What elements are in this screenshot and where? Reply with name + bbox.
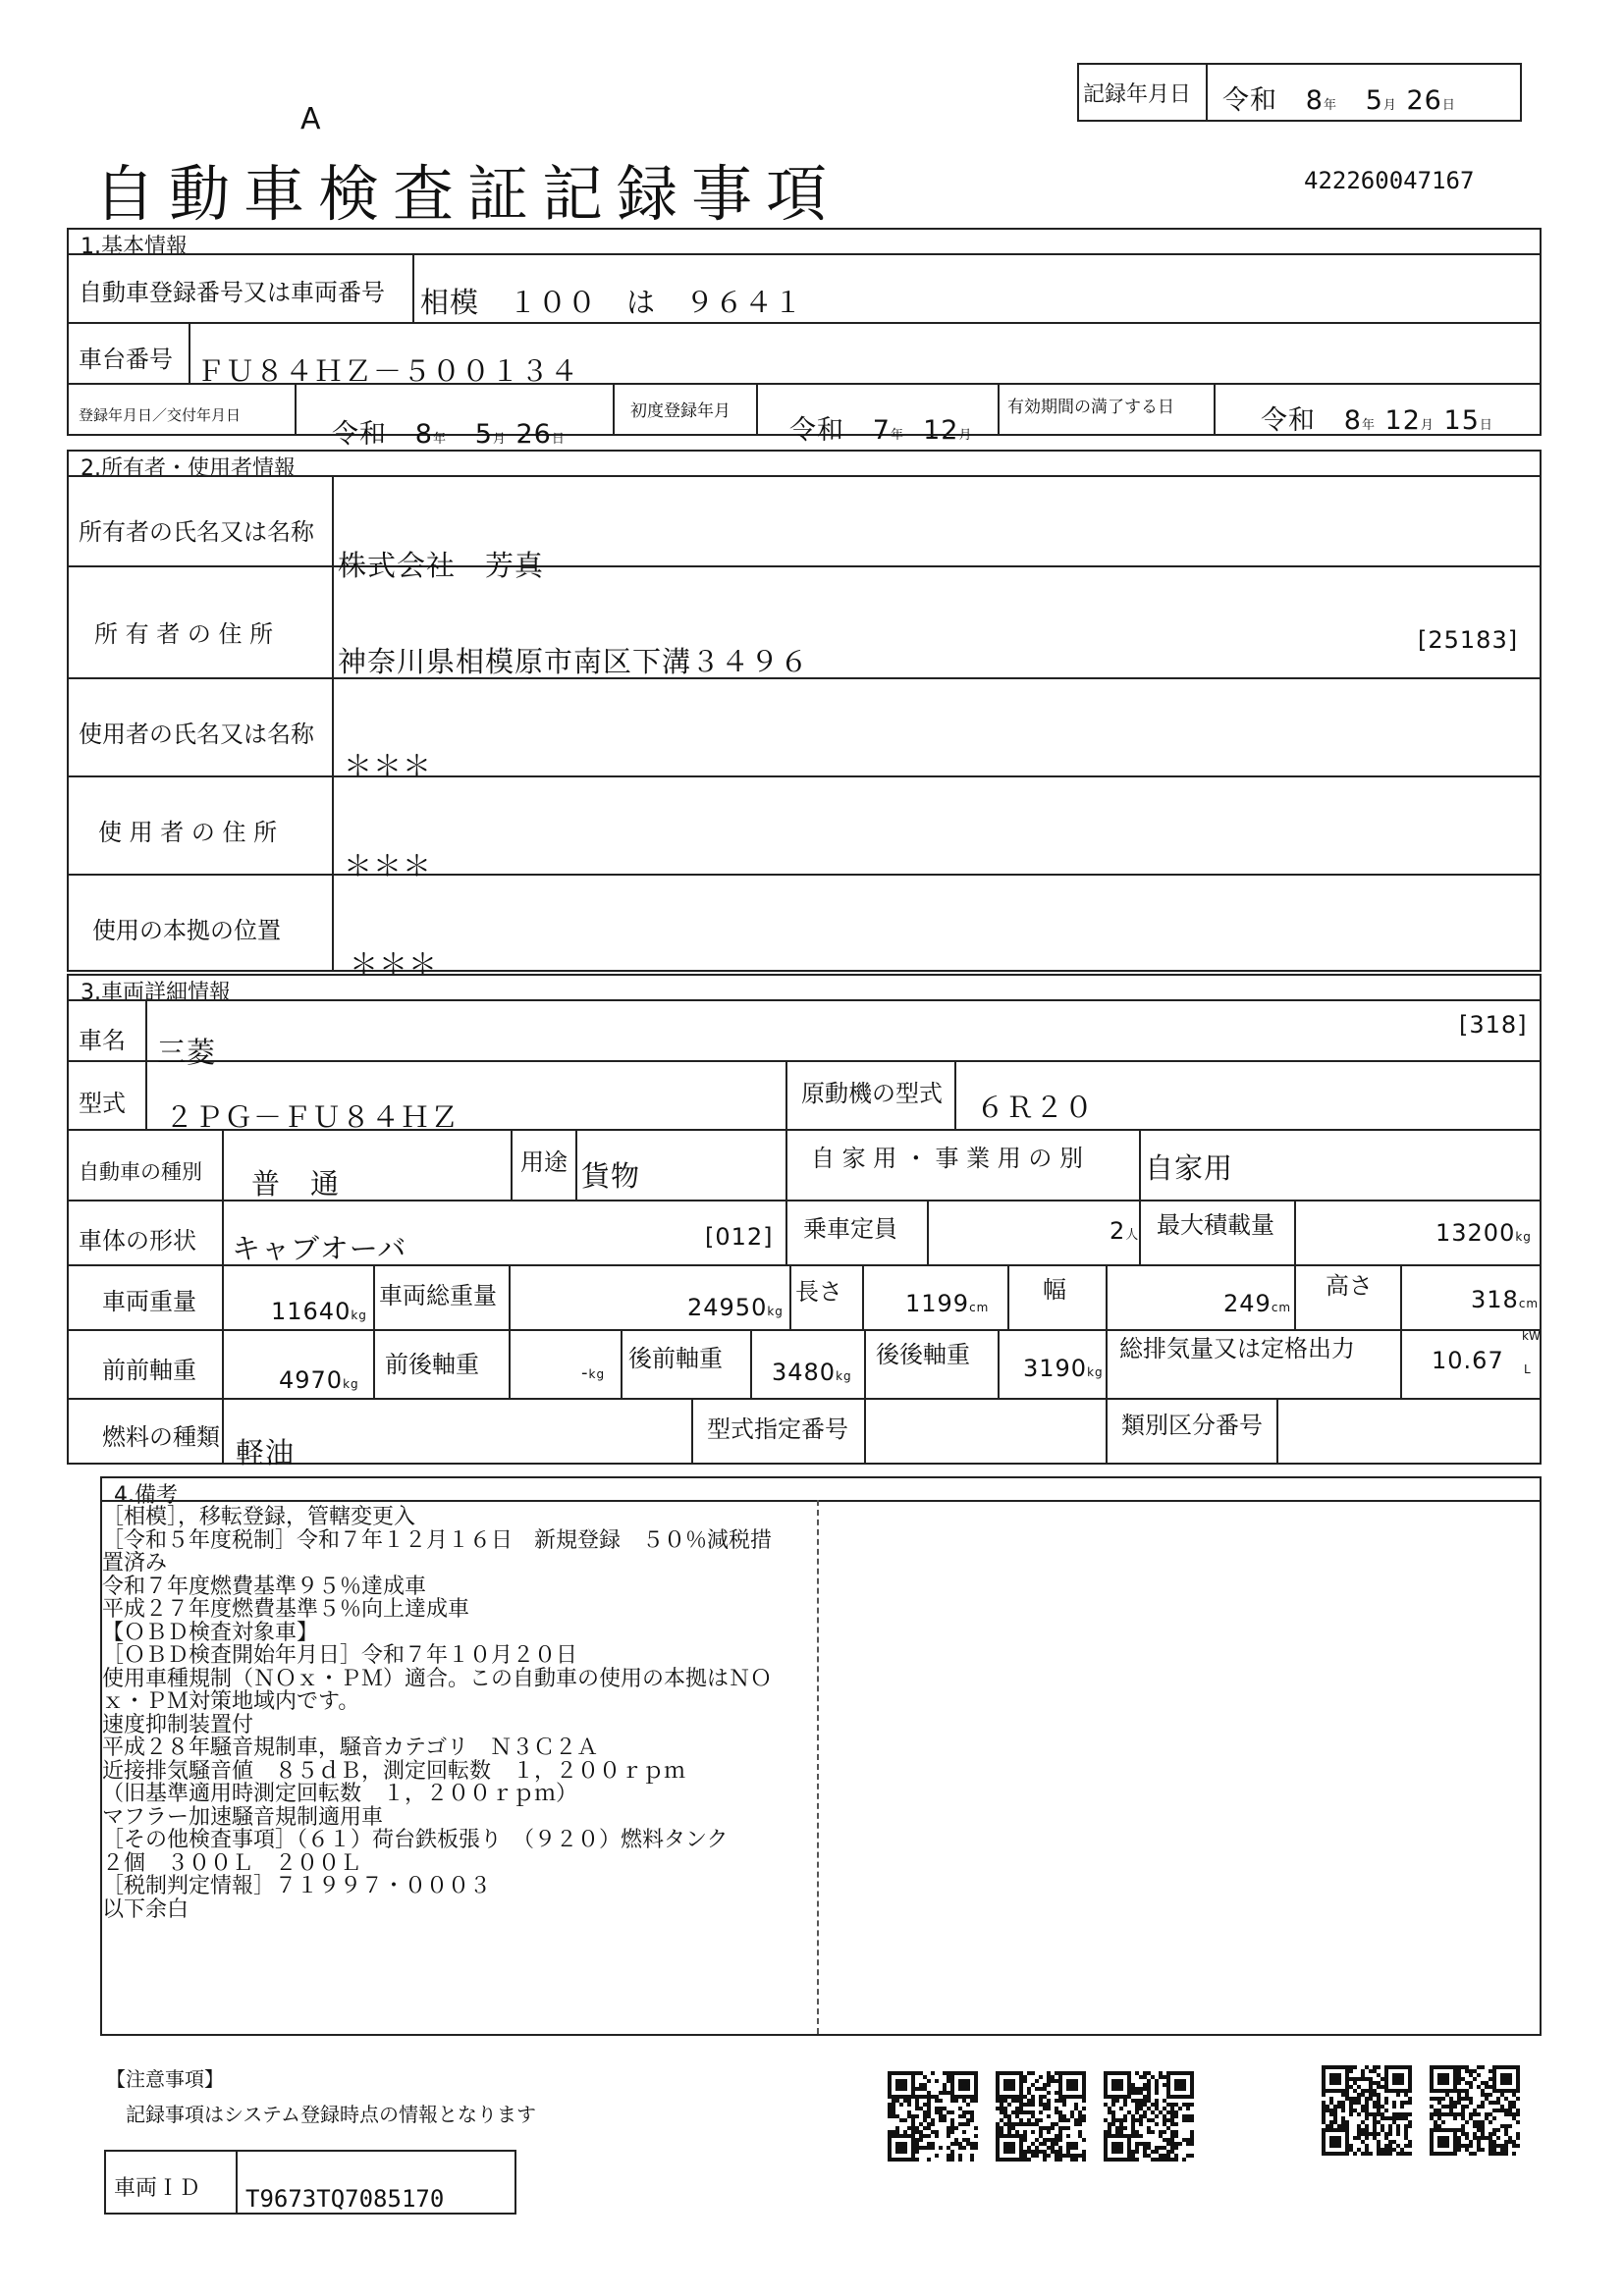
engine-model-label: 原動機の型式 <box>801 1080 943 1107</box>
owner-address: 神奈川県相模原市南区下溝３４９６ <box>338 645 810 678</box>
remark-line: ［相模］，移転登録，管轄変更入 <box>102 1505 416 1529</box>
document-number: 422260047167 <box>1304 167 1475 194</box>
rear-front-axle: 3480kg <box>772 1359 852 1386</box>
section-4-title: 4.備考 <box>114 1483 178 1508</box>
max-load: 13200kg <box>1435 1219 1532 1247</box>
vehicle-id: T9673TQ7085170 <box>245 2185 445 2213</box>
chassis-no: ＦＵ８４ＨＺ－５００１３４ <box>196 354 580 388</box>
front-rear-axle-label: 前後軸重 <box>385 1351 479 1378</box>
private-business-label: 自 家 用 ・ 事 業 用 の 別 <box>811 1145 1084 1172</box>
first-reg-label: 初度登録年月 <box>630 401 731 421</box>
fuel-type-label: 燃料の種類 <box>102 1423 220 1451</box>
length: 1199cm <box>905 1290 990 1317</box>
gross-weight: 24950kg <box>687 1294 784 1321</box>
use-label: 用途 <box>520 1148 568 1176</box>
model-label: 型式 <box>79 1090 126 1117</box>
expiry-date: 令和 8年 12月 15日 <box>1261 405 1493 436</box>
user-name: ＊＊＊ <box>344 749 433 782</box>
vehicle-weight-label: 車両重量 <box>102 1288 196 1315</box>
body-shape-code: [012] <box>705 1223 774 1251</box>
gross-weight-label: 車両総重量 <box>379 1282 497 1309</box>
remark-line: 平成２７年度燃費基準５％向上達成車 <box>102 1597 470 1622</box>
remark-line: 以下余白 <box>102 1896 189 1922</box>
user-name-label: 使用者の氏名又は名称 <box>79 721 314 748</box>
remark-line: マフラー加速騒音規制適用車 <box>102 1804 384 1830</box>
width-label: 幅 <box>1043 1276 1066 1304</box>
height-label: 高さ <box>1326 1272 1373 1300</box>
remark-line: 速度抑制装置付 <box>102 1712 254 1737</box>
class-number-label: 類別区分番号 <box>1121 1412 1263 1439</box>
section-3-title: 3.車両詳細情報 <box>81 981 231 1005</box>
expiry-label: 有効期間の満了する日 <box>1007 398 1174 417</box>
rear-rear-axle-label: 後後軸重 <box>876 1341 970 1368</box>
qr-code-3 <box>1104 2071 1194 2162</box>
vehicle-id-label: 車両ＩＤ <box>114 2176 201 2201</box>
reg-date-label: 登録年月日／交付年月日 <box>79 406 242 424</box>
max-load-label: 最大積載量 <box>1157 1211 1274 1239</box>
user-address: ＊＊＊ <box>344 849 433 882</box>
reg-no-label: 自動車登録番号又は車両番号 <box>79 279 385 306</box>
remark-line: 近接排気騒音値 ８５ｄＢ，測定回転数 １，２００ｒｐｍ <box>102 1758 686 1784</box>
remark-line: （旧基準適用時測定回転数 １，２００ｒｐｍ） <box>102 1782 578 1806</box>
remark-line: ［令和５年度税制］令和７年１２月１６日 新規登録 ５０％減税措 <box>102 1527 773 1553</box>
first-reg: 令和 7年 12月 <box>789 415 973 446</box>
section-2-title: 2.所有者・使用者情報 <box>81 456 296 481</box>
engine-model: ６Ｒ２０ <box>976 1091 1095 1124</box>
reg-date: 令和 8年 5月 26日 <box>332 419 566 450</box>
remark-line: 置済み <box>102 1551 168 1575</box>
displacement: 10.67 <box>1432 1347 1504 1374</box>
body-shape-label: 車体の形状 <box>79 1227 196 1255</box>
front-rear-axle: -kg <box>581 1362 606 1383</box>
width: 249cm <box>1223 1290 1292 1317</box>
remark-line: ［ＯＢＤ検査開始年月日］令和７年１０月２０日 <box>102 1643 578 1668</box>
qr-code-1 <box>888 2071 978 2162</box>
user-address-label: 使 用 者 の 住 所 <box>98 819 278 846</box>
remark-line: ［その他検査事項］（６１）荷台鉄板張り （９２０）燃料タンク <box>102 1828 729 1852</box>
qr-code-4 <box>1322 2065 1412 2156</box>
body-shape: キャブオーバ <box>232 1232 407 1265</box>
remarks-text <box>102 1506 772 1921</box>
height: 318cm <box>1471 1286 1540 1313</box>
car-name: 三菱 <box>157 1036 217 1069</box>
capacity: 2人 <box>1110 1217 1140 1245</box>
remark-line: ２個 ３００Ｌ ２００Ｌ <box>102 1850 362 1876</box>
remark-line: 平成２８年騒音規制車，騒音カテゴリ Ｎ３Ｃ２Ａ <box>102 1735 599 1760</box>
qr-code-2 <box>996 2071 1086 2162</box>
use: 貨物 <box>581 1159 641 1193</box>
displacement-unit-kw: kW <box>1522 1329 1541 1343</box>
section-1-title: 1.基本情報 <box>81 235 188 259</box>
length-label: 長さ <box>795 1278 842 1306</box>
rear-front-axle-label: 後前軸重 <box>628 1345 723 1372</box>
owner-address-code: [25183] <box>1418 626 1519 654</box>
remark-line: ｘ・ＰＭ対策地域内です。 <box>102 1689 360 1714</box>
car-name-code: [318] <box>1459 1011 1528 1039</box>
reg-no: 相模 １００ は ９６４１ <box>420 286 804 319</box>
vehicle-kind: 普 通 <box>251 1167 341 1201</box>
notice-text: 記録事項はシステム登録時点の情報となります <box>126 2103 536 2126</box>
record-date: 令和 8年 5月 26日 <box>1222 85 1456 116</box>
remark-line: 令和７年度燃費基準９５％達成車 <box>102 1574 427 1599</box>
notice-title: 【注意事項】 <box>106 2067 224 2091</box>
displacement-label: 総排気量又は定格出力 <box>1119 1335 1355 1362</box>
base-location: ＊＊＊ <box>350 947 439 981</box>
capacity-label: 乗車定員 <box>803 1215 897 1243</box>
owner-name-label: 所有者の氏名又は名称 <box>79 518 314 546</box>
chassis-label: 車台番号 <box>79 346 173 373</box>
fuel-type: 軽油 <box>236 1436 296 1469</box>
vehicle-weight: 11640kg <box>271 1298 367 1325</box>
rear-rear-axle: 3190kg <box>1023 1355 1104 1382</box>
owner-address-label: 所 有 者 の 住 所 <box>94 620 274 648</box>
remark-line: ［税制判定情報］７１９９７・０００３ <box>102 1874 492 1898</box>
vehicle-kind-label: 自動車の種別 <box>79 1160 202 1184</box>
owner-name: 株式会社 芳真 <box>338 549 545 582</box>
remark-line: 【ＯＢＤ検査対象車】 <box>102 1620 319 1645</box>
car-name-label: 車名 <box>79 1027 126 1054</box>
front-front-axle: 4970kg <box>279 1366 359 1394</box>
document-title: 自動車検査証記録事項 <box>94 158 841 230</box>
model: ２ＰＧ－ＦＵ８４ＨＺ <box>165 1100 460 1134</box>
private-business: 自家用 <box>1145 1151 1234 1185</box>
front-front-axle-label: 前前軸重 <box>102 1357 196 1384</box>
type-designation-label: 型式指定番号 <box>707 1415 848 1443</box>
qr-code-5 <box>1430 2065 1520 2156</box>
record-date-label: 記録年月日 <box>1083 82 1192 107</box>
displacement-unit-l: L <box>1524 1362 1531 1376</box>
letter-mark: A <box>300 102 321 136</box>
remark-line: 使用車種規制（ＮＯｘ・ＰＭ）適合。この自動車の使用の本拠はＮＯ <box>102 1666 773 1691</box>
base-location-label: 使用の本拠の位置 <box>92 917 281 944</box>
